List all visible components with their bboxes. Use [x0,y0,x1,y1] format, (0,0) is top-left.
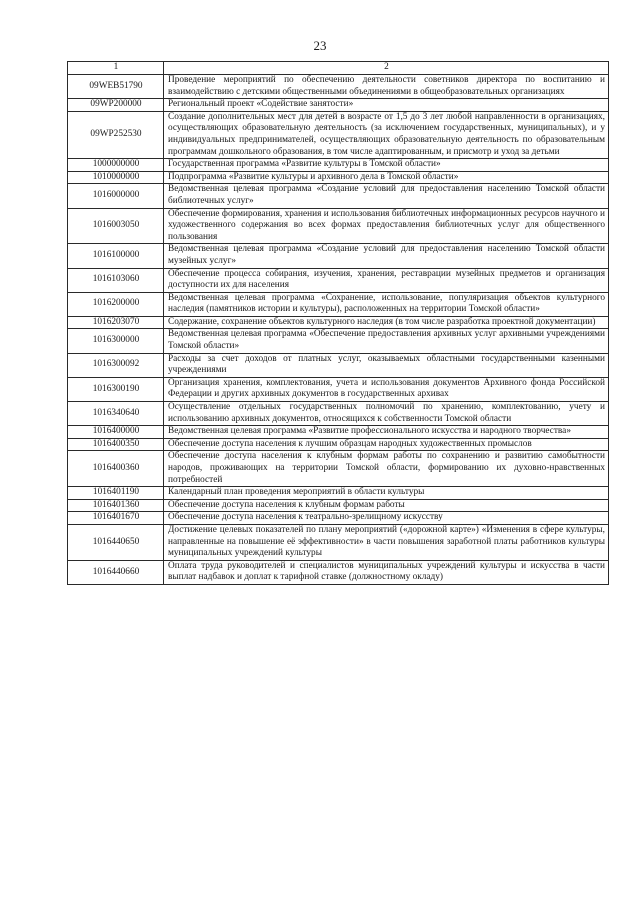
row-code: 1016003050 [68,208,164,244]
row-description: Обеспечение доступа населения к театрально-зрелищному искусству [164,512,609,525]
row-description: Оплата труда руководителей и специалистов муниципальных учреждений культуры и искусства в части выплат надбавок и доплат к тарифной ставке (должностному окладу) [164,560,609,584]
row-description: Создание дополнительных мест для детей в возрасте от 1,5 до 3 лет любой направленности в организациях, осуществляющих образовательную деятельность (за исключением государственных, муниципальных), и у индивидуальных предпринимателей, осуществляющих образовательную деятельность по образовательным программам дошкольного образования, в том числе адаптированным, и присмотр и уход за детьми [164,111,609,158]
budget-codes-table [67,61,609,585]
table-row [68,184,609,208]
row-code: 1010000000 [68,171,164,184]
row-description: Ведомственная целевая программа «Развитие профессионального искусства и народного творчества» [164,426,609,439]
row-description: Ведомственная целевая программа «Создание условий для предоставления населению Томской области библиотечных услуг» [164,184,609,208]
table-row [68,244,609,268]
row-description: Расходы за счет доходов от платных услуг, оказываемых областными государственными казенными учреждениями [164,353,609,377]
row-code: 1016300190 [68,377,164,401]
column-header-description: 2 [164,62,609,75]
row-code: 1016000000 [68,184,164,208]
row-code: 1016440660 [68,560,164,584]
row-code: 09WP252530 [68,111,164,158]
row-code: 1016103060 [68,268,164,292]
row-description: Достижение целевых показателей по плану мероприятий («дорожной карте») «Изменения в сфере культуры, направленные на повышение её эффективности» в части повышения заработной платы работников культуры муниципальных учреждений культуры [164,524,609,560]
row-description: Подпрограмма «Развитие культуры и архивного дела в Томской области» [164,171,609,184]
row-code: 09WEB51790 [68,75,164,99]
row-description: Государственная программа «Развитие культуры в Томской области» [164,159,609,172]
table-row [68,377,609,401]
table-row [68,560,609,584]
row-code: 1016200000 [68,292,164,316]
row-description: Обеспечение формирования, хранения и использования библиотечных информационных ресурсов научного и художественного содержания во всех формах предоставления библиотечных услуг для общественного пользования [164,208,609,244]
table-row [68,159,609,172]
table-row [68,208,609,244]
row-description: Ведомственная целевая программа «Сохранение, использование, популяризация объектов культурного наследия (памятников истории и культуры), расположенных на территории Томской области» [164,292,609,316]
row-description: Ведомственная целевая программа «Обеспечение предоставления архивных услуг архивными учреждениями Томской области» [164,329,609,353]
row-description: Обеспечение доступа населения к клубным формам работы [164,499,609,512]
row-code: 1016401360 [68,499,164,512]
row-description: Обеспечение доступа населения к клубным формам работы по сохранению и развитию самобытности народов, проживающих на территории Томской области, формированию их духовно-нравственных потребностей [164,451,609,487]
table-row [68,499,609,512]
column-header-code: 1 [68,62,164,75]
table-row [68,316,609,329]
table-body [68,75,609,585]
row-code: 1016400000 [68,426,164,439]
table-row [68,512,609,525]
row-code: 1016300000 [68,329,164,353]
row-description: Организация хранения, комплектования, учета и использования документов Архивного фонда Российской Федерации и других архивных документов в государственных архивах [164,377,609,401]
row-code: 1016340640 [68,402,164,426]
row-code: 1016440650 [68,524,164,560]
table-row [68,524,609,560]
row-code: 1016203070 [68,316,164,329]
row-code: 1016400360 [68,451,164,487]
row-description: Обеспечение доступа населения к лучшим образцам народных художественных промыслов [164,438,609,451]
row-code: 09WP200000 [68,99,164,112]
table-header-row [68,62,609,75]
row-description: Осуществление отдельных государственных полномочий по хранению, комплектованию, учету и использованию архивных документов, относящихся к собственности Томской области [164,402,609,426]
row-description: Ведомственная целевая программа «Создание условий для предоставления населению Томской области музейных услуг» [164,244,609,268]
row-code: 1000000000 [68,159,164,172]
row-description: Содержание, сохранение объектов культурного наследия (в том числе разработка проектной документации) [164,316,609,329]
table-row [68,292,609,316]
row-description: Региональный проект «Содействие занятости» [164,99,609,112]
row-code: 1016401190 [68,487,164,500]
table-row [68,75,609,99]
table-row [68,438,609,451]
table-row [68,426,609,439]
row-code: 1016401670 [68,512,164,525]
table-row [68,402,609,426]
table-row [68,353,609,377]
table-row [68,99,609,112]
table-row [68,487,609,500]
row-description: Проведение мероприятий по обеспечению деятельности советников директора по воспитанию и взаимодействию с детскими общественными объединениями в общеобразовательных организациях [164,75,609,99]
table-row [68,329,609,353]
row-description: Обеспечение процесса собирания, изучения, хранения, реставрации музейных предметов и организация доступности их для населения [164,268,609,292]
row-code: 1016100000 [68,244,164,268]
row-code: 1016300092 [68,353,164,377]
row-description: Календарный план проведения мероприятий в области культуры [164,487,609,500]
table-row [68,451,609,487]
table-row [68,171,609,184]
table-row [68,111,609,158]
page-number: 23 [313,38,327,53]
row-code: 1016400350 [68,438,164,451]
table-row [68,268,609,292]
